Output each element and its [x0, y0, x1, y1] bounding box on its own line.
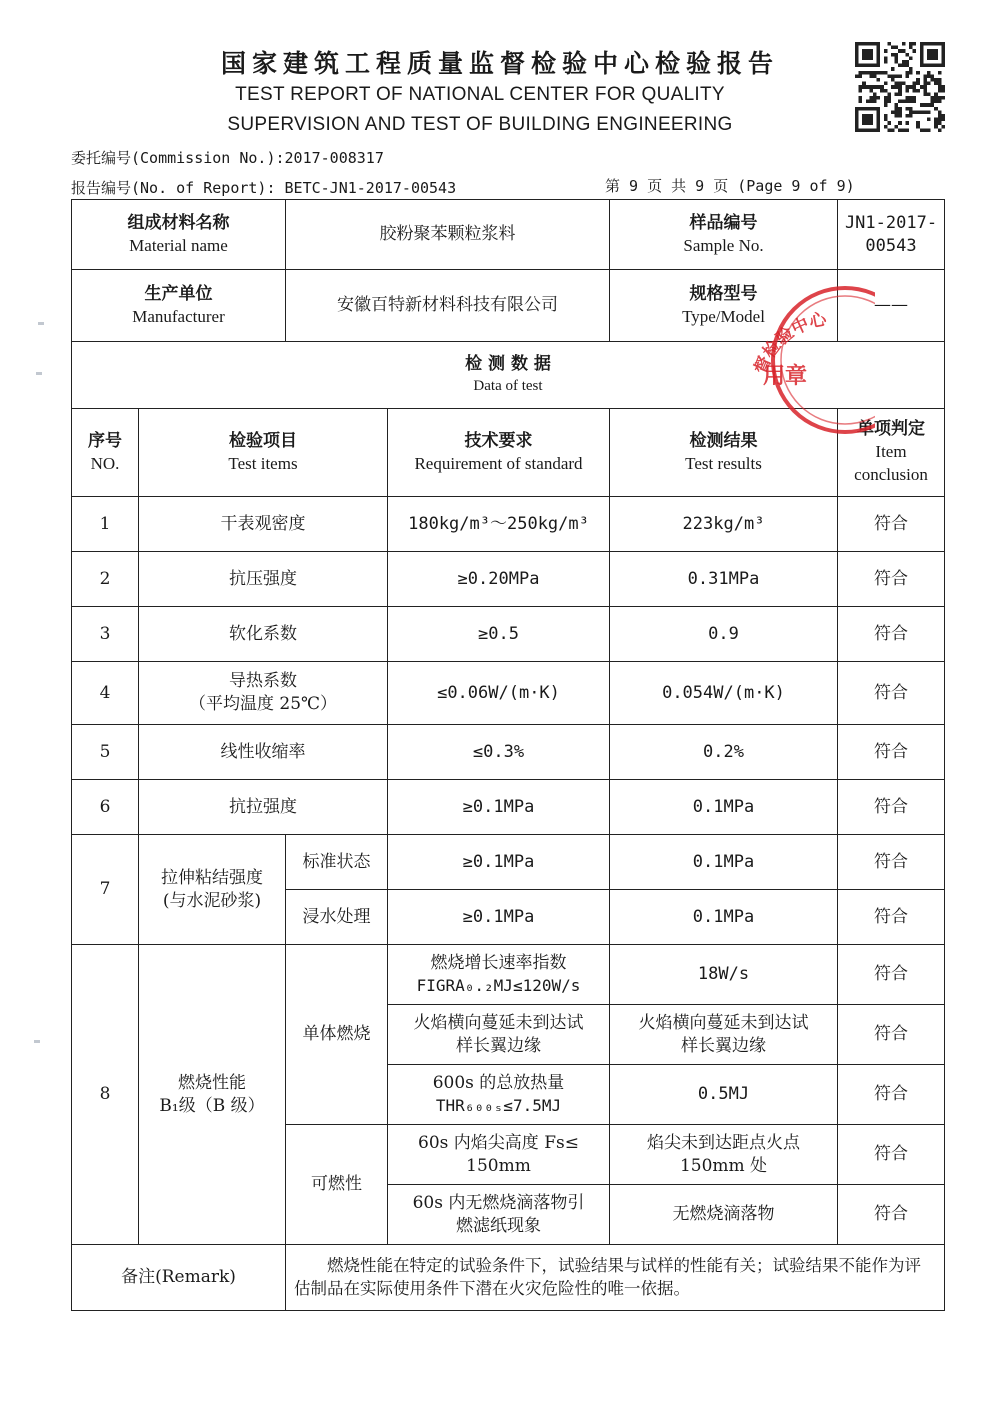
table-row: [72, 662, 945, 725]
table-row: [72, 497, 945, 552]
col-header-conclusion: 单项判定 Item conclusion: [838, 409, 945, 497]
row-result: 18W/s: [610, 945, 838, 1005]
row-requirement: 600s 的总放热量 THR₆₀₀ₛ≤7.5MJ: [388, 1065, 610, 1125]
row-result: 0.1MPa: [610, 890, 838, 945]
svg-text:督检验中心: 督检验中心: [750, 309, 829, 377]
report-table: [71, 199, 945, 1311]
row-item: 线性收缩率: [139, 725, 388, 780]
row-conclusion: 符合: [838, 552, 945, 607]
col-header-results: 检测结果 Test results: [610, 409, 838, 497]
row-conclusion: 符合: [838, 890, 945, 945]
table-row: [72, 607, 945, 662]
row-result: 无燃烧滴落物: [610, 1185, 838, 1245]
row-item: 抗压强度: [139, 552, 388, 607]
row-result: 火焰横向蔓延未到达试 样长翼边缘: [610, 1005, 838, 1065]
row-conclusion: 符合: [838, 835, 945, 890]
scan-mark: [36, 372, 42, 375]
scan-mark: [34, 1040, 40, 1043]
row-no: 3: [72, 607, 139, 662]
row-item: 导热系数 （平均温度 25℃）: [139, 662, 388, 725]
row-conclusion: 符合: [838, 945, 945, 1005]
row-requirement: 火焰横向蔓延未到达试 样长翼边缘: [388, 1005, 610, 1065]
commission-number: 委托编号(Commission No.):2017-008317: [71, 149, 384, 167]
row-item: 拉伸粘结强度 (与水泥砂浆): [139, 835, 286, 945]
report-title-en-1: TEST REPORT OF NATIONAL CENTER FOR QUALITY: [235, 84, 725, 105]
row-result: 223kg/m³: [610, 497, 838, 552]
table-row: [72, 945, 945, 1005]
data-of-test-heading: 检 测 数 据 Data of test: [72, 342, 945, 409]
page-indicator: 第 9 页 共 9 页 (Page 9 of 9): [605, 177, 855, 195]
row-no: 8: [72, 945, 139, 1245]
sample-no-label: 样品编号 Sample No.: [610, 200, 838, 270]
table-row: [72, 552, 945, 607]
row-no: 5: [72, 725, 139, 780]
col-header-requirement: 技术要求 Requirement of standard: [388, 409, 610, 497]
remark-label: 备注(Remark): [72, 1245, 286, 1311]
row-conclusion: 符合: [838, 780, 945, 835]
row-result: 0.2%: [610, 725, 838, 780]
row-condition: 标准状态: [286, 835, 388, 890]
row-item: 干表观密度: [139, 497, 388, 552]
row-result: 0.5MJ: [610, 1065, 838, 1125]
row-conclusion: 符合: [838, 1065, 945, 1125]
row-requirement: ≥0.1MPa: [388, 780, 610, 835]
row-conclusion: 符合: [838, 607, 945, 662]
remark-text: 燃烧性能在特定的试验条件下，试验结果与试样的性能有关；试验结果不能作为评估制品在实际使用条件下潜在火灾危险性的唯一依据。: [286, 1245, 945, 1311]
row-result: 焰尖未到达距点火点 150mm 处: [610, 1125, 838, 1185]
material-name-value: 胶粉聚苯颗粒浆料: [286, 200, 610, 270]
row-result: 0.1MPa: [610, 780, 838, 835]
report-title-en-2: SUPERVISION AND TEST OF BUILDING ENGINEERING: [227, 114, 733, 135]
row-requirement: 燃烧增长速率指数 FIGRA₀.₂MJ≤120W/s: [388, 945, 610, 1005]
qr-code-icon: [855, 42, 945, 132]
row-no: 1: [72, 497, 139, 552]
row-conclusion: 符合: [838, 725, 945, 780]
col-header-no: 序号 NO.: [72, 409, 139, 497]
row-result: 0.1MPa: [610, 835, 838, 890]
type-model-label: 规格型号 Type/Model: [610, 270, 838, 342]
row-no: 7: [72, 835, 139, 945]
row-requirement: 60s 内焰尖高度 Fs≤ 150mm: [388, 1125, 610, 1185]
table-row: [72, 780, 945, 835]
type-model-value: ——: [838, 270, 945, 342]
row-no: 4: [72, 662, 139, 725]
row-item: 抗拉强度: [139, 780, 388, 835]
row-no: 2: [72, 552, 139, 607]
sample-no-value: JN1-2017-00543: [838, 200, 945, 270]
row-condition: 浸水处理: [286, 890, 388, 945]
row-subgroup: 单体燃烧: [286, 945, 388, 1125]
row-requirement: ≤0.3%: [388, 725, 610, 780]
report-number: 报告编号(No. of Report): BETC-JN1-2017-00543: [71, 179, 457, 197]
row-item: 燃烧性能 B₁级（B 级）: [139, 945, 286, 1245]
row-requirement: ≤0.06W/(m·K): [388, 662, 610, 725]
row-requirement: ≥0.1MPa: [388, 890, 610, 945]
row-requirement: 180kg/m³～250kg/m³: [388, 497, 610, 552]
col-header-test-items: 检验项目 Test items: [139, 409, 388, 497]
row-subgroup: 可燃性: [286, 1125, 388, 1245]
row-requirement: 60s 内无燃烧滴落物引 燃滤纸现象: [388, 1185, 610, 1245]
row-conclusion: 符合: [838, 1005, 945, 1065]
table-row: [72, 725, 945, 780]
row-result: 0.31MPa: [610, 552, 838, 607]
row-no: 6: [72, 780, 139, 835]
row-requirement: ≥0.20MPa: [388, 552, 610, 607]
manufacturer-label: 生产单位 Manufacturer: [72, 270, 286, 342]
row-requirement: ≥0.1MPa: [388, 835, 610, 890]
row-conclusion: 符合: [838, 662, 945, 725]
manufacturer-value: 安徽百特新材料科技有限公司: [286, 270, 610, 342]
row-result: 0.054W/(m·K): [610, 662, 838, 725]
report-title-cn: 国家建筑工程质量监督检验中心检验报告: [220, 49, 779, 78]
row-conclusion: 符合: [838, 1125, 945, 1185]
table-row: [72, 835, 945, 890]
material-name-label: 组成材料名称 Material name: [72, 200, 286, 270]
row-item: 软化系数: [139, 607, 388, 662]
row-conclusion: 符合: [838, 1185, 945, 1245]
scan-mark: [38, 322, 44, 325]
svg-text:用章: 用章: [763, 364, 808, 389]
row-conclusion: 符合: [838, 497, 945, 552]
row-result: 0.9: [610, 607, 838, 662]
row-requirement: ≥0.5: [388, 607, 610, 662]
